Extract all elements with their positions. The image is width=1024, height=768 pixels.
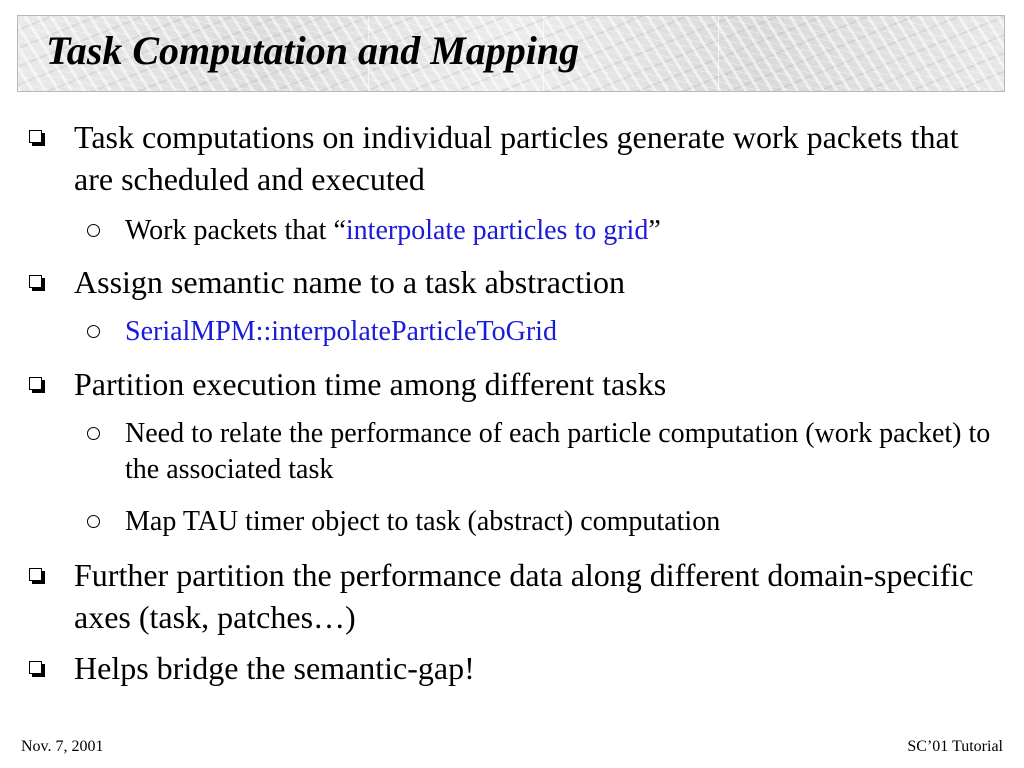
circle-bullet-icon: [87, 224, 100, 237]
footer-event: SC’01 Tutorial: [907, 738, 1003, 755]
circle-bullet-icon: [87, 515, 100, 528]
square-bullet-icon: [29, 377, 42, 390]
bullet-text: Helps bridge the semantic-gap!: [74, 650, 475, 686]
sub-bullet-text: Map TAU timer object to task (abstract) computation: [125, 506, 721, 537]
bullet-item: [74, 261, 994, 303]
banner-seam: [718, 16, 719, 91]
sub-bullet-text: SerialMPM::interpolateParticleToGrid: [125, 316, 557, 347]
square-bullet-icon: [29, 661, 42, 674]
sub-bullet-text-prefix: Work packets that “: [125, 215, 346, 246]
sub-bullet-item: [125, 504, 995, 540]
sub-bullet-text-suffix: ”: [648, 215, 661, 246]
square-bullet-icon: [29, 275, 42, 288]
bullet-item: [74, 554, 994, 638]
square-bullet-icon: [29, 130, 42, 143]
bullet-text: Assign semantic name to a task abstraction: [74, 264, 625, 300]
bullet-item: [74, 363, 994, 405]
sub-bullet-item: [125, 314, 995, 350]
footer-date: Nov. 7, 2001: [21, 738, 104, 755]
slide-title: Task Computation and Mapping: [46, 28, 580, 73]
circle-bullet-icon: [87, 325, 100, 338]
sub-bullet-item: [125, 416, 995, 488]
bullet-text: Task computations on individual particles generate work packets that are scheduled and executed: [74, 119, 959, 197]
bullet-item: [74, 647, 994, 689]
sub-bullet-item: [125, 213, 995, 249]
bullet-item: [74, 116, 994, 200]
bullet-text: Partition execution time among different tasks: [74, 366, 667, 402]
sub-bullet-highlight: interpolate particles to grid: [345, 215, 649, 246]
square-bullet-icon: [29, 568, 42, 581]
bullet-text: Further partition the performance data along different domain-specific axes (task, patches…): [74, 557, 974, 635]
circle-bullet-icon: [87, 427, 100, 440]
sub-bullet-text: Need to relate the performance of each particle computation (work packet) to the associated task: [125, 418, 991, 485]
